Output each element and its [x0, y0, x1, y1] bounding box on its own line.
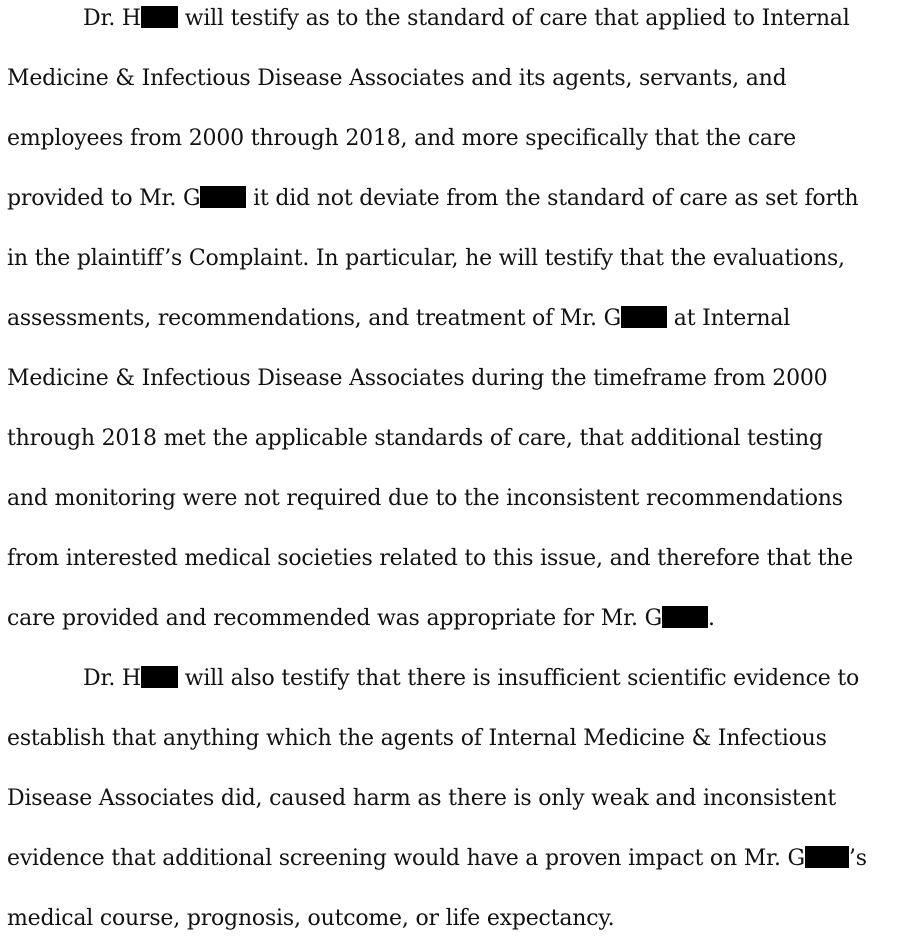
redaction-box	[141, 6, 178, 28]
text-run: evidence that additional screening would have a proven impact on Mr. G	[7, 846, 805, 871]
text-line	[7, 244, 845, 274]
text-line	[7, 904, 614, 934]
text-line	[7, 304, 790, 334]
text-line	[7, 184, 858, 214]
text-run: ’s	[848, 846, 867, 871]
text-line	[7, 364, 827, 394]
text-run: Dr. H	[83, 6, 141, 31]
text-line	[83, 664, 859, 694]
text-line	[7, 484, 843, 514]
text-run: establish that anything which the agents of Internal Medicine & Infectious	[7, 726, 827, 751]
text-line	[7, 604, 715, 634]
text-line	[83, 4, 850, 34]
text-line	[7, 544, 853, 574]
text-line	[7, 124, 796, 154]
redaction-box	[662, 606, 708, 628]
text-line	[7, 424, 823, 454]
text-line	[7, 784, 836, 814]
text-run: Dr. H	[83, 666, 141, 691]
redaction-box	[805, 846, 849, 868]
text-run: Medicine & Infectious Disease Associates and its agents, servants, and	[7, 66, 787, 91]
text-run: at Internal	[667, 306, 791, 331]
text-run: through 2018 met the applicable standards of care, that additional testing	[7, 426, 823, 451]
text-run: will also testify that there is insufficient scientific evidence to	[177, 666, 860, 691]
text-run: provided to Mr. G	[7, 186, 201, 211]
text-run: assessments, recommendations, and treatment of Mr. G	[7, 306, 621, 331]
text-run: from interested medical societies related to this issue, and therefore that the	[7, 546, 854, 571]
text-line	[7, 64, 786, 94]
text-run: .	[707, 606, 715, 631]
text-run: medical course, prognosis, outcome, or life expectancy.	[7, 906, 615, 931]
text-run: care provided and recommended was appropriate for Mr. G	[7, 606, 662, 631]
redaction-box	[621, 306, 667, 328]
text-line	[7, 724, 827, 754]
text-run: and monitoring were not required due to the inconsistent recommendations	[7, 486, 843, 511]
text-run: Disease Associates did, caused harm as there is only weak and inconsistent	[7, 786, 836, 811]
text-run: Medicine & Infectious Disease Associates during the timeframe from 2000	[7, 366, 828, 391]
redaction-box	[200, 186, 246, 208]
redaction-box	[141, 666, 178, 688]
text-run: will testify as to the standard of care that applied to Internal	[177, 6, 850, 31]
text-run: it did not deviate from the standard of care as set forth	[246, 186, 859, 211]
text-run: employees from 2000 through 2018, and more specifically that the care	[7, 126, 796, 151]
text-line	[7, 844, 867, 874]
text-run: in the plaintiff’s Complaint. In particular, he will testify that the evaluations,	[7, 246, 845, 271]
